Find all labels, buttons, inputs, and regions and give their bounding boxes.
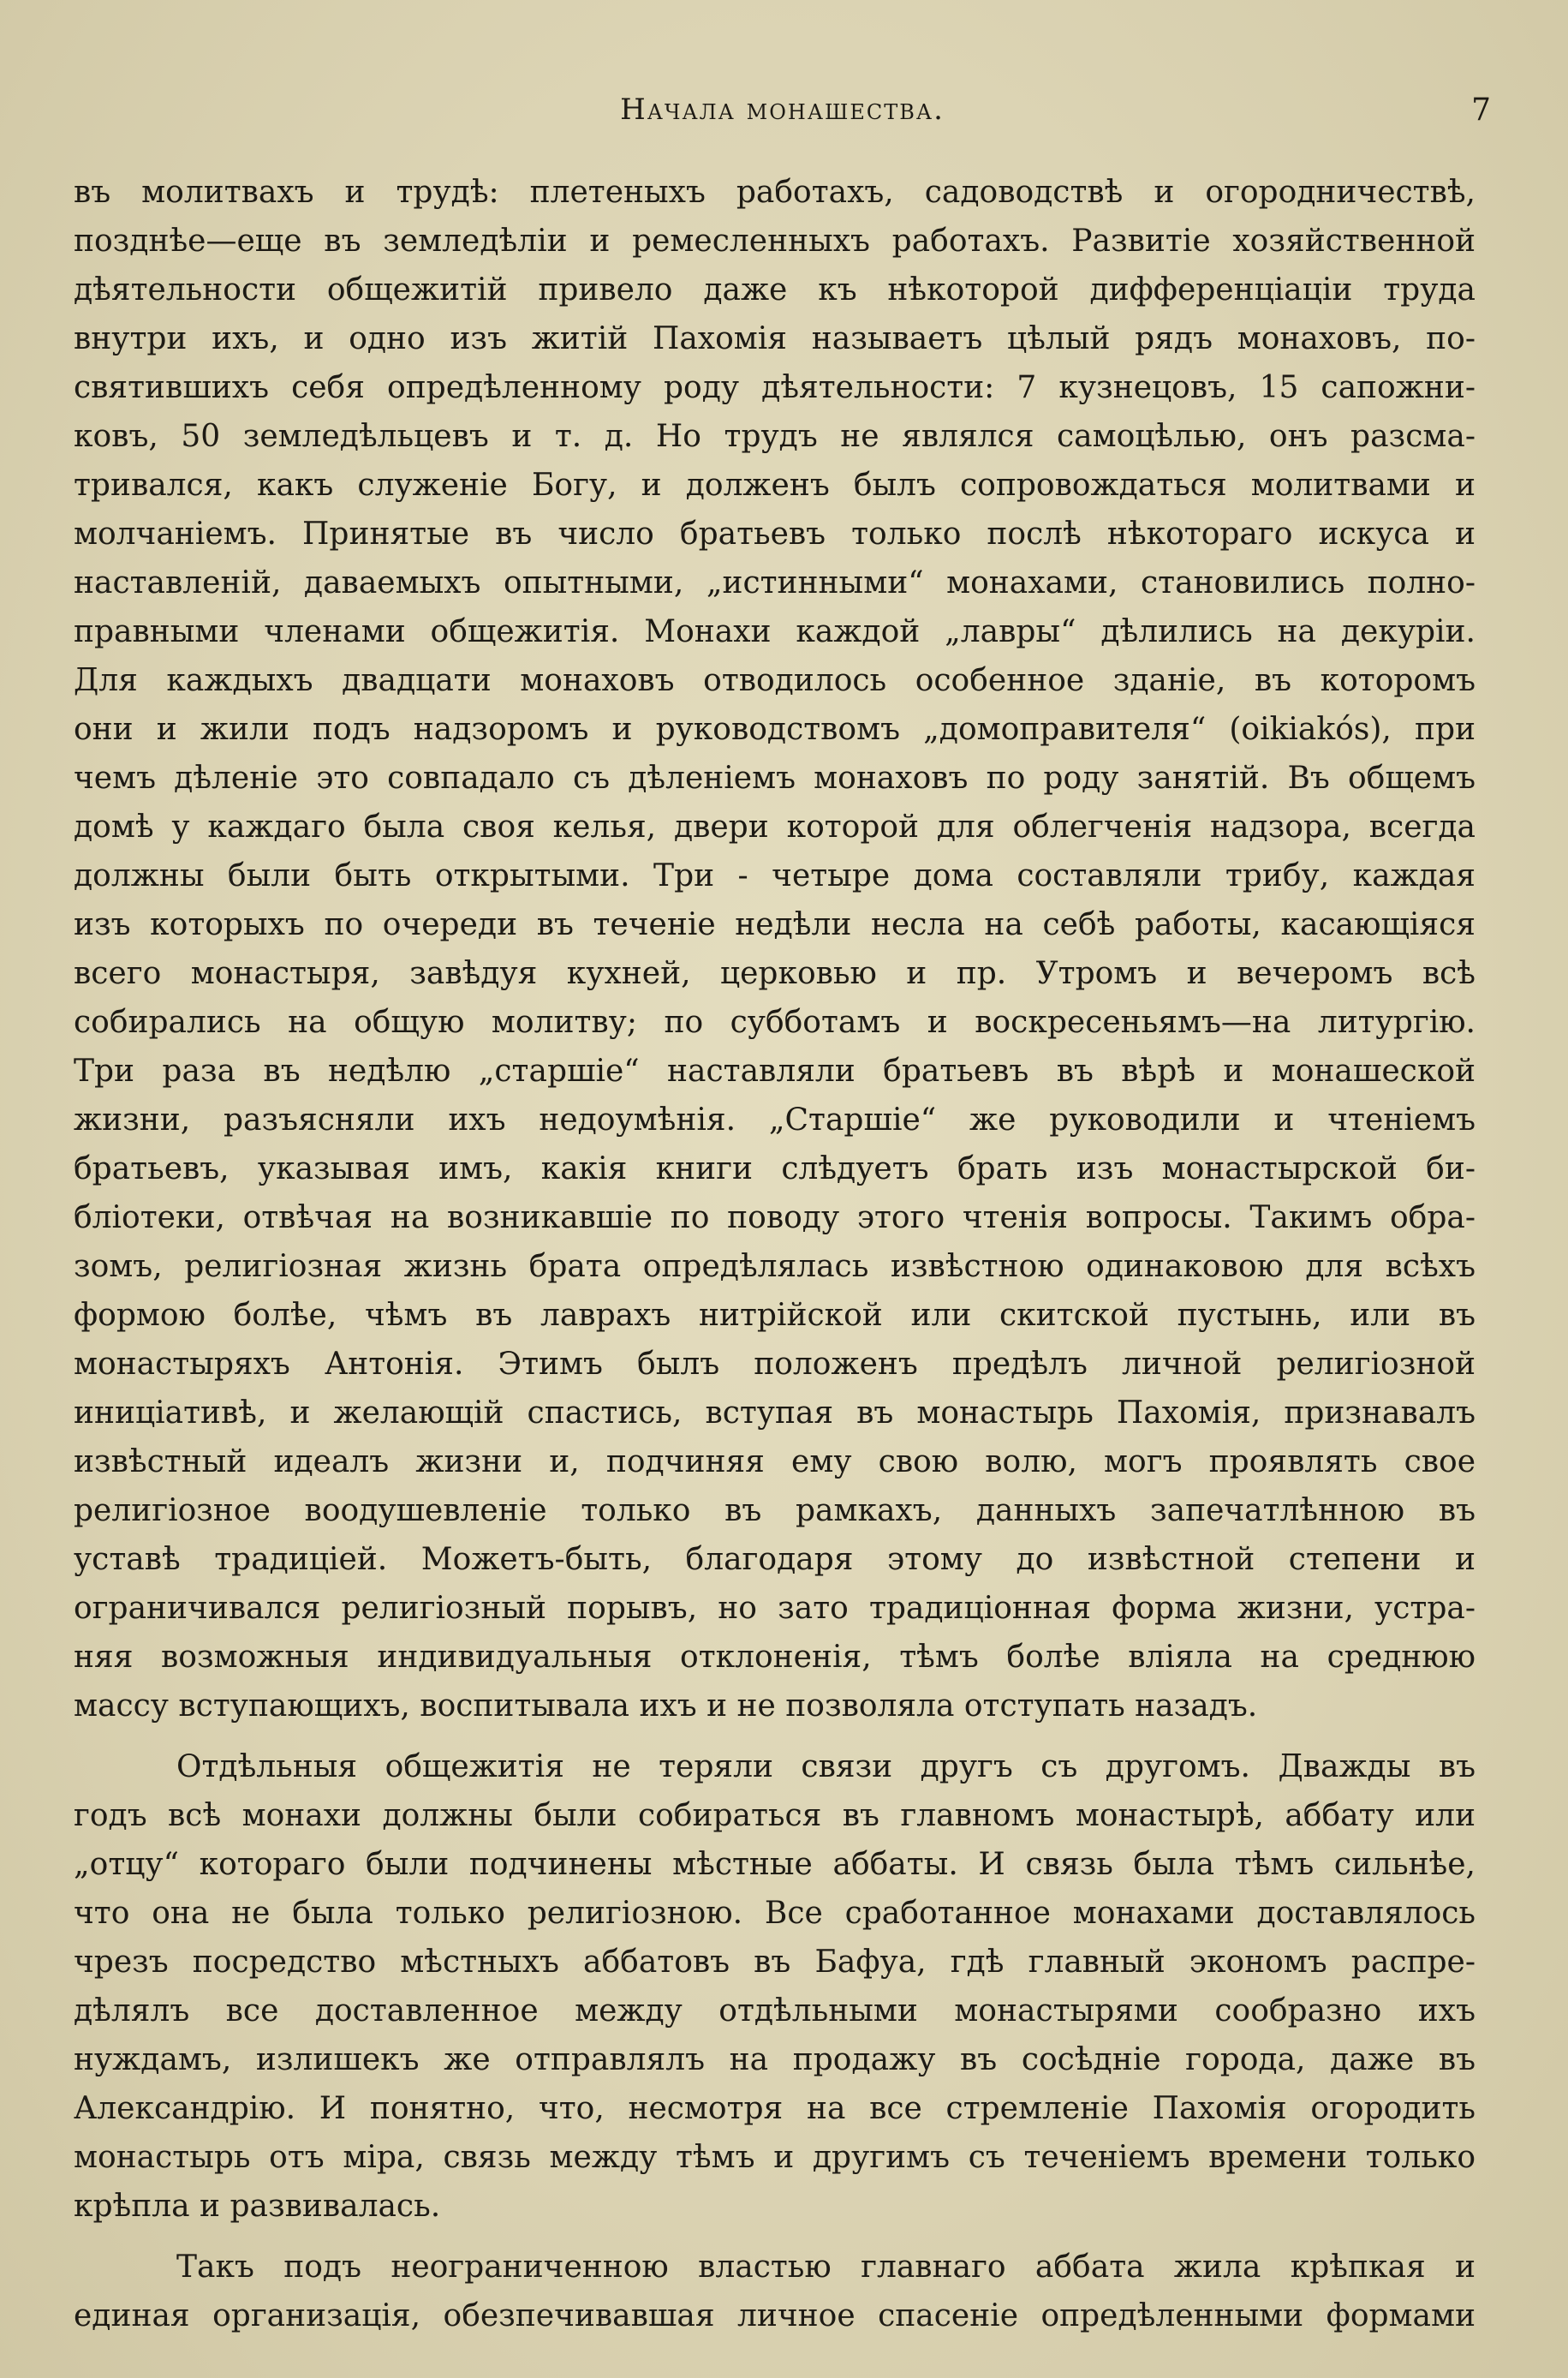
text-line: дѣятельности общежитій привело даже къ нѣкоторой дифференціаціи труда	[74, 272, 1476, 308]
text-line: наставленій, даваемыхъ опытными, „истинными“ монахами, становились полно-	[74, 565, 1476, 600]
text-line: нуждамъ, излишекъ же отправлялъ на продажу въ сосѣдніе города, даже въ	[74, 2042, 1476, 2077]
paragraph	[74, 2243, 1476, 2340]
text-line: они и жили подъ надзоромъ и руководствомъ „домоправителя“ (oikiakós), при	[74, 712, 1476, 747]
text-line: единая организація, обезпечивавшая личное спасеніе опредѣленными формами	[74, 2298, 1476, 2333]
text-line: бліотеки, отвѣчая на возникавшіе по поводу этого чтенія вопросы. Такимъ обра-	[74, 1200, 1476, 1235]
text-body	[74, 168, 1476, 2340]
text-line: извѣстный идеалъ жизни и, подчиняя ему свою волю, могъ проявлять свое	[74, 1444, 1476, 1479]
text-line: Такъ подъ неограниченною властью главнаго аббата жила крѣпкая и	[176, 2250, 1476, 2285]
text-line: въ молитвахъ и трудѣ: плетеныхъ работахъ, садоводствѣ и огородничествѣ,	[74, 175, 1476, 210]
text-line: что она не была только религіозною. Все сработанное монахами доставлялось	[74, 1896, 1476, 1931]
text-line: зомъ, религіозная жизнь брата опредѣлялась извѣстною одинаковою для всѣхъ	[74, 1249, 1476, 1284]
text-line: правными членами общежитія. Монахи каждой „лавры“ дѣлились на декуріи.	[74, 614, 1476, 649]
text-line: Три раза въ недѣлю „старшіе“ наставляли братьевъ въ вѣрѣ и монашеской	[74, 1054, 1476, 1089]
text-line: крѣпла и развивалась.	[74, 2189, 441, 2224]
page-number: 7	[1471, 93, 1491, 128]
text-line: ковъ, 50 земледѣльцевъ и т. д. Но трудъ не являлся самоцѣлью, онъ разсма-	[74, 419, 1476, 454]
paragraph-gap	[74, 2231, 1476, 2243]
text-line: Для каждыхъ двадцати монаховъ отводилось особенное зданіе, въ которомъ	[74, 663, 1476, 698]
text-line: братьевъ, указывая имъ, какія книги слѣдуетъ брать изъ монастырской би-	[74, 1151, 1476, 1186]
text-line: годъ всѣ монахи должны были собираться въ главномъ монастырѣ, аббату или	[74, 1798, 1476, 1833]
text-line: монастырь отъ міра, связь между тѣмъ и другимъ съ теченіемъ времени только	[74, 2140, 1476, 2175]
text-line: чемъ дѣленіе это совпадало съ дѣленіемъ монаховъ по роду занятій. Въ общемъ	[74, 761, 1476, 796]
text-line: Александрію. И понятно, что, несмотря на все стремленіе Пахомія огородить	[74, 2091, 1476, 2126]
text-line: Отдѣльныя общежитія не теряли связи другъ съ другомъ. Дважды въ	[176, 1749, 1476, 1784]
running-head	[74, 93, 1491, 144]
paragraph-gap	[74, 1730, 1476, 1742]
text-line: тривался, какъ служеніе Богу, и долженъ былъ сопровождаться молитвами и	[74, 468, 1476, 503]
text-line: религіозное воодушевленіе только въ рамкахъ, данныхъ запечатлѣнною въ	[74, 1493, 1476, 1528]
paragraph	[74, 1742, 1476, 2231]
text-line: чрезъ посредство мѣстныхъ аббатовъ въ Бафуа, гдѣ главный экономъ распре-	[74, 1945, 1476, 1980]
paragraph	[74, 168, 1476, 1730]
text-line: монастыряхъ Антонія. Этимъ былъ положенъ предѣлъ личной религіозной	[74, 1347, 1476, 1382]
text-line: няя возможныя индивидуальныя отклоненія, тѣмъ болѣе вліяла на среднюю	[74, 1640, 1476, 1675]
text-line: дѣлялъ все доставленное между отдѣльными монастырями сообразно ихъ	[74, 1993, 1476, 2028]
running-title: Начала монашества.	[620, 93, 945, 127]
text-line: внутри ихъ, и одно изъ житій Пахомія называетъ цѣлый рядъ монаховъ, по-	[74, 321, 1476, 356]
text-line: должны были быть открытыми. Три - четыре дома составляли трибу, каждая	[74, 858, 1476, 893]
text-line: жизни, разъясняли ихъ недоумѣнія. „Старшіе“ же руководили и чтеніемъ	[74, 1102, 1476, 1138]
text-line: формою болѣе, чѣмъ въ лаврахъ нитрійской или скитской пустынь, или въ	[74, 1298, 1476, 1333]
text-line: всего монастыря, завѣдуя кухней, церковью и пр. Утромъ и вечеромъ всѣ	[74, 956, 1476, 991]
text-line: святившихъ себя опредѣленному роду дѣятельности: 7 кузнецовъ, 15 сапожни-	[74, 370, 1476, 405]
text-line: позднѣе—еще въ земледѣліи и ремесленныхъ работахъ. Развитіе хозяйственной	[74, 224, 1476, 259]
text-line: массу вступающихъ, воспитывала ихъ и не позволяла отступать назадъ.	[74, 1688, 1258, 1724]
text-line: изъ которыхъ по очереди въ теченіе недѣли несла на себѣ работы, касающіяся	[74, 907, 1476, 942]
text-line: собирались на общую молитву; по субботамъ и воскресеньямъ—на литургію.	[74, 1005, 1476, 1040]
text-line: ограничивался религіозный порывъ, но зато традиціонная форма жизни, устра-	[74, 1591, 1476, 1626]
text-line: молчаніемъ. Принятые въ число братьевъ только послѣ нѣкотораго искуса и	[74, 517, 1476, 552]
text-line: „отцу“ котораго были подчинены мѣстные аббаты. И связь была тѣмъ сильнѣе,	[74, 1847, 1476, 1882]
text-line: уставѣ традиціей. Можетъ-быть, благодаря этому до извѣстной степени и	[74, 1542, 1476, 1577]
text-line: домѣ у каждаго была своя келья, двери которой для облегченія надзора, всегда	[74, 810, 1476, 845]
text-line: иниціативѣ, и желающій спастись, вступая въ монастырь Пахомія, признавалъ	[74, 1395, 1476, 1431]
